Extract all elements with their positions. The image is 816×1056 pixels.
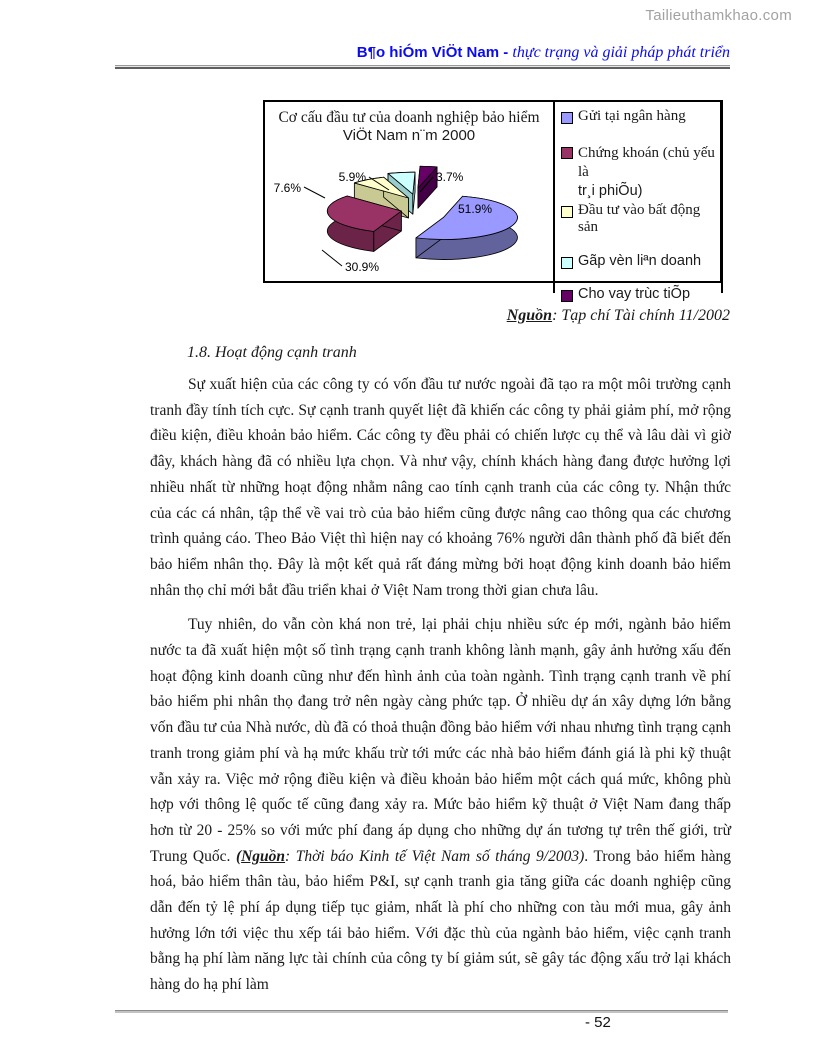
chart-plot-area xyxy=(265,102,553,281)
legend-item xyxy=(561,143,719,200)
pie-chart xyxy=(265,150,553,281)
chart-source xyxy=(507,307,730,325)
legend-item xyxy=(561,286,719,302)
page-number: - 52 xyxy=(585,1014,611,1031)
paragraph-2 xyxy=(150,612,731,998)
paragraph-2-text: . Trong bảo hiểm hàng hoá, bảo hiểm thân tàu, bảo hiểm P&I, sự cạnh tranh gia tăng giữa các doanh nghiệp cũng dẫn đến tỷ lệ phí áp dụng tiếp tục giảm, nhất là phí cho những con tàu mới mua, gây ảnh hưởng lớn tới việc thu xếp tái bảo hiểm. Với đặc thù của ngành bảo hiểm, việc cạnh tranh bằng hạ phí làm năng lực tài chính của công ty bí giảm sút, sẽ gây tác động xấu trở lại khách hàng do hạ phí làm xyxy=(150,847,731,994)
legend-swatch-bank xyxy=(561,112,573,124)
paragraph-1: Sự xuất hiện của các công ty có vốn đầu tư nước ngoài đã tạo ra một môi trường cạnh tranh đầy tính tích cực. Sự cạnh tranh quyết liệt đã khiến các công ty phải giảm phí, mở rộng điều kiện, điều khoản bảo hiểm. Các công ty đều phải có chiến lược cụ thể và lâu dài vì giờ đây, khách hàng đã có nhiều lựa chọn. Và như vậy, chính khách hàng đang được hưởng lợi nhiều nhất từ những hoạt động nhằm nâng cao tính cạnh tranh của các công ty. Nhận thức của các cá nhân, tập thể về vai trò của bảo hiểm cũng được nâng cao thông qua các chương trình quảng cáo. Theo Bảo Việt thì hiện nay có khoảng 76% người dân thành phố đã biết đến bảo hiểm nhân thọ. Đây là một kết quả rất đáng mừng bởi hoạt động kinh doanh bảo hiểm nhân thọ chỉ mới bắt đầu triển khai ở Việt Nam trong thời gian chưa lâu. xyxy=(150,376,731,599)
paragraph-2-text: Tuy nhiên, do vẫn còn khá non trẻ, lại phải chịu nhiều sức ép mới, ngành bảo hiểm nước ta đã xuất hiện một số tình trạng cạnh tranh không lành mạnh, gây ảnh hưởng xấu đến hoạt động kinh doanh cũng như đến hình ảnh của toàn ngành. Tình trạng cạnh tranh về phí bảo hiểm phi nhân thọ đang trở nên ngày càng phức tạp. Ở nhiều dự án xây dựng lớn bằng vốn đầu tư của Nhà nước, dù đã có thoả thuận đồng bảo hiểm với nhau nhưng tình trạng cạnh tranh trong giảm phí và hạ mức khấu trừ tới mức các nhà bảo hiểm đánh giá là phi kỹ thuật vẫn xảy ra. Việc mở rộng điều kiện và điều khoản bảo hiểm một cách quá mức, không phù hợp với thông lệ quốc tế cũng đang xảy ra. Mức bảo hiểm kỹ thuật ở Việt Nam đang thấp hơn từ 20 - 25% so với mức phí đang áp dụng cho những dự án tương tự trên thế giới, trừ Trung Quốc. xyxy=(150,616,731,865)
chart-source-label: Nguồn xyxy=(506,307,553,324)
legend-swatch-realestate xyxy=(561,206,573,218)
svg-text:51.9%: 51.9% xyxy=(457,202,493,216)
chart-title-line2: ViÖt Nam n¨m 2000 xyxy=(342,127,476,144)
citation-text: : Thời báo Kinh tế Việt Nam số tháng 9/2003) xyxy=(285,847,585,865)
header-rule xyxy=(115,65,730,69)
svg-text:5.9%: 5.9% xyxy=(338,170,366,184)
legend-item xyxy=(561,202,719,236)
watermark-text: Tailieuthamkhao.com xyxy=(645,7,792,24)
header-title-sub: thực trạng và giải pháp phát triển xyxy=(512,44,730,61)
legend-item xyxy=(561,253,719,269)
chart-title-line1: Cơ cấu đầu tư của doanh nghiệp bảo hiểm xyxy=(278,109,540,126)
svg-text:7.6%: 7.6% xyxy=(273,181,301,195)
chart-legend xyxy=(553,100,723,302)
legend-label: Cho vay trùc tiÕp xyxy=(578,286,691,302)
legend-swatch-directloans xyxy=(561,290,573,302)
section-heading: 1.8. Hoạt động cạnh tranh xyxy=(187,344,357,361)
header-title-main: B¶o hiÓm ViÖt Nam xyxy=(356,44,500,61)
legend-label: Gãp vèn liªn doanh xyxy=(578,253,702,269)
chart-title xyxy=(265,102,553,144)
legend-label: Chứng khoán (chủ yếu là tr¸i phiÕu) xyxy=(578,145,715,199)
svg-text:30.9%: 30.9% xyxy=(345,260,380,274)
body-text xyxy=(150,372,731,1007)
svg-text:3.7%: 3.7% xyxy=(436,170,464,184)
legend-swatch-jointventure xyxy=(561,257,573,269)
legend-label: Đầu tư vào bất động sản xyxy=(578,202,701,235)
header-title-separator: - xyxy=(499,44,513,61)
citation-label: Nguồn xyxy=(241,847,286,865)
legend-item xyxy=(561,108,719,125)
chart-source-text: : Tạp chí Tài chính 11/2002 xyxy=(552,307,730,324)
page-header xyxy=(357,44,730,62)
legend-label: Gửi tại ngân hàng xyxy=(578,108,686,124)
citation-paren: ( xyxy=(235,847,242,865)
legend-swatch-securities xyxy=(561,147,573,159)
footer-rule xyxy=(115,1010,728,1013)
